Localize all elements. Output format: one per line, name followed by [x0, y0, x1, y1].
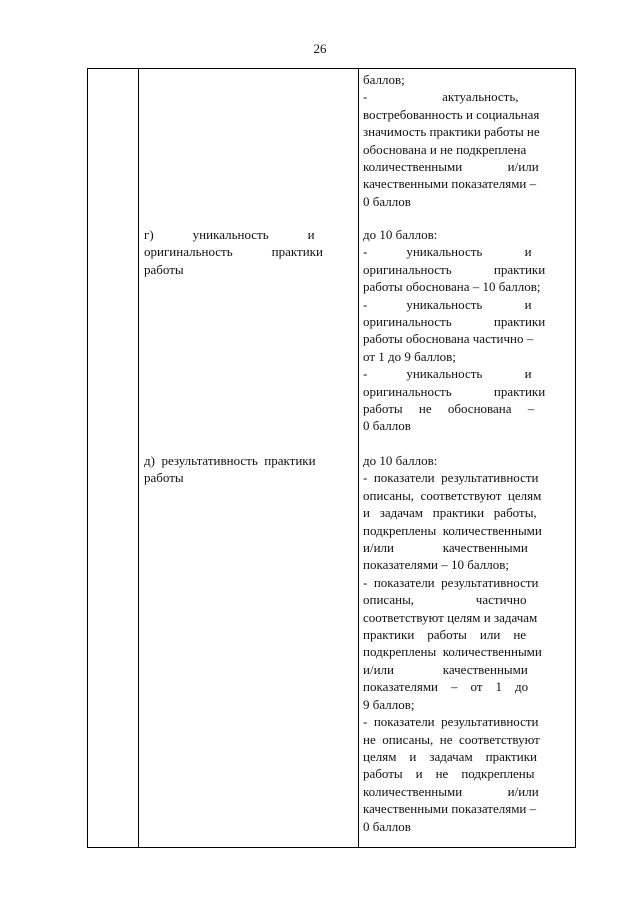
- score-line: целям и задачам практики: [363, 748, 537, 764]
- score-line: - показатели результативности: [363, 574, 539, 590]
- score-line: описаны, соответствуют целям: [363, 487, 542, 503]
- criterion-line: работы: [144, 261, 184, 277]
- score-line: и/или качественными: [363, 540, 528, 556]
- score-uniqueness: [363, 226, 572, 435]
- criteria-table: [87, 68, 576, 848]
- score-line: - уникальность и: [363, 366, 532, 382]
- column-divider: [138, 69, 139, 847]
- score-effectiveness: [363, 452, 572, 835]
- score-line: качественными показателями –: [363, 176, 537, 192]
- score-line: работы не обоснована –: [363, 401, 535, 417]
- score-line: подкреплены количественными: [363, 522, 542, 538]
- score-line: оригинальность практики: [363, 383, 546, 399]
- score-line: 0 баллов: [363, 193, 411, 209]
- criterion-line: д) результативность практики: [144, 453, 316, 468]
- score-line: - уникальность и: [363, 244, 532, 260]
- score-line: не описаны, не соответствуют: [363, 731, 540, 747]
- criterion-line: работы: [144, 470, 184, 486]
- criterion-uniqueness: [144, 226, 353, 278]
- score-line: баллов;: [363, 72, 405, 87]
- score-line: показателями – от 1 до: [363, 679, 529, 695]
- score-line: качественными показателями –: [363, 801, 537, 817]
- score-line: оригинальность практики: [363, 261, 546, 277]
- score-line: оригинальность практики: [363, 314, 546, 330]
- score-line: - актуальность,: [363, 89, 519, 105]
- score-line: количественными и/или: [363, 159, 539, 175]
- score-line: описаны, частично: [363, 592, 527, 608]
- score-line: подкреплены количественными: [363, 644, 542, 660]
- score-line: и задачам практики работы,: [363, 505, 537, 521]
- score-line: 0 баллов: [363, 418, 411, 434]
- score-line: - уникальность и: [363, 296, 532, 312]
- score-cell-continuation: [363, 71, 572, 210]
- score-line: и/или качественными: [363, 661, 528, 677]
- score-line: до 10 баллов:: [363, 227, 438, 242]
- score-line: востребованность и социальная: [363, 106, 540, 122]
- score-line: соответствуют целям и задачам: [363, 609, 538, 625]
- score-line: значимость практики работы не: [363, 124, 540, 140]
- page-number: 26: [313, 41, 327, 56]
- score-line: 0 баллов: [363, 818, 411, 834]
- score-line: до 10 баллов:: [363, 453, 438, 468]
- score-line: - показатели результативности: [363, 470, 539, 486]
- column-divider: [358, 69, 359, 847]
- score-line: работы и не подкреплены: [363, 766, 535, 782]
- score-line: количественными и/или: [363, 783, 539, 799]
- score-line: обоснована и не подкреплена: [363, 141, 527, 157]
- criterion-line: г) уникальность и: [144, 227, 315, 242]
- score-line: работы обоснована – 10 баллов;: [363, 279, 541, 295]
- score-line: практики работы или не: [363, 627, 527, 643]
- score-line: показателями – 10 баллов;: [363, 557, 509, 573]
- score-line: работы обоснована частично –: [363, 331, 534, 347]
- criterion-effectiveness: [144, 452, 353, 487]
- score-line: - показатели результативности: [363, 714, 539, 730]
- score-line: 9 баллов;: [363, 696, 415, 712]
- criterion-line: оригинальность практики: [144, 244, 323, 260]
- score-line: от 1 до 9 баллов;: [363, 348, 456, 364]
